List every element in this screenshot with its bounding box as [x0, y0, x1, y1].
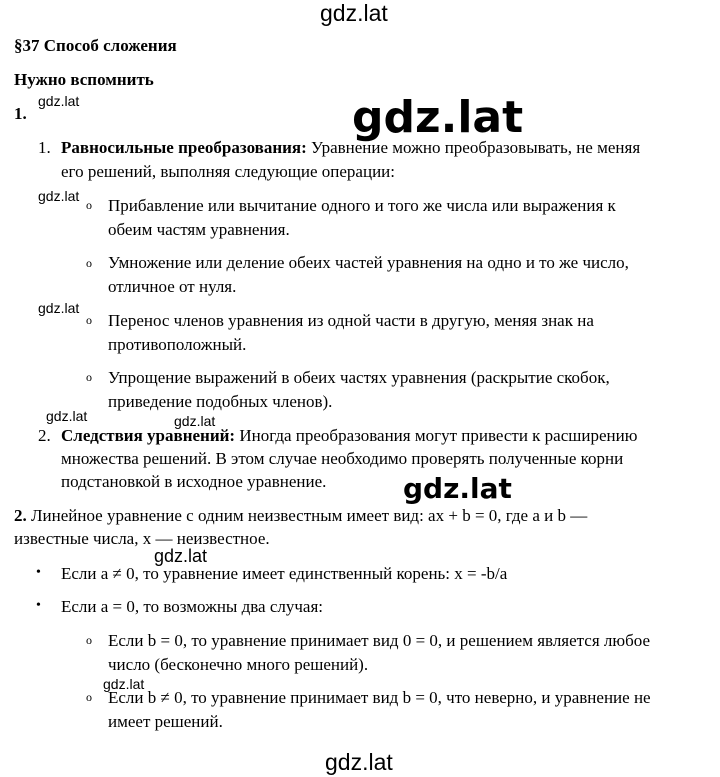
entry-bold-term: Следствия уравнений: — [61, 426, 236, 445]
watermark-small: gdz.lat — [174, 413, 216, 429]
item-line — [14, 504, 587, 528]
list-item: Если b = 0, то уравнение принимает вид 0 = 0, и решением является любое — [108, 631, 651, 650]
watermark-small: gdz.lat — [103, 676, 145, 692]
circle-bullet: o — [86, 256, 92, 270]
list-item: Упрощение выражений в обеих частях уравнения (раскрытие скобок, — [108, 368, 610, 387]
circle-bullet: o — [86, 198, 92, 212]
list-item: число (бесконечно много решений). — [108, 655, 369, 674]
watermark-medium: gdz.lat — [403, 472, 512, 505]
list-item: отличное от нуля. — [108, 277, 237, 296]
watermark-large: gdz.lat — [352, 92, 524, 143]
item-number: 1. — [14, 104, 27, 123]
circle-bullet: o — [86, 313, 92, 327]
list-item: противоположный. — [108, 335, 247, 354]
list-item: Если a = 0, то возможны два случая: — [61, 597, 323, 616]
disc-bullet: • — [36, 565, 41, 580]
entry-text: Уравнение можно преобразовывать, не меняя — [306, 138, 641, 157]
list-item: обеим частям уравнения. — [108, 220, 290, 239]
subheading: Нужно вспомнить — [14, 70, 154, 89]
section-heading: §37 Способ сложения — [14, 36, 177, 55]
entry-bold-term: Равносильные преобразования: — [61, 138, 307, 157]
watermark-small: gdz.lat — [38, 300, 80, 316]
watermark-bottom: gdz.lat — [325, 749, 393, 775]
circle-bullet: o — [86, 370, 92, 384]
entry-text: Иногда преобразования могут привести к расширению — [235, 426, 638, 445]
list-item: приведение подобных членов). — [108, 392, 333, 411]
circle-bullet: o — [86, 633, 92, 647]
watermark-small: gdz.lat — [38, 188, 80, 204]
circle-bullet: o — [86, 690, 92, 704]
item-line: известные числа, x — неизвестное. — [14, 529, 270, 548]
entry-line: множества решений. В этом случае необходимо проверять полученные корни — [61, 449, 624, 468]
watermark-small: gdz.lat — [154, 546, 208, 566]
list-item: Умножение или деление обеих частей уравнения на одно и то же число, — [108, 253, 629, 272]
list-item: Если a ≠ 0, то уравнение имеет единственный корень: x = -b/a — [61, 564, 508, 583]
item-number: 2. — [14, 506, 27, 525]
entry-marker: 2. — [38, 426, 51, 445]
list-item: Перенос членов уравнения из одной части в другую, меняя знак на — [108, 311, 594, 330]
watermark-top: gdz.lat — [320, 0, 388, 26]
entry-line — [61, 136, 640, 160]
list-item: Если b ≠ 0, то уравнение принимает вид b = 0, что неверно, и уравнение не — [108, 688, 651, 707]
list-item: Прибавление или вычитание одного и того же числа или выражения к — [108, 196, 616, 215]
entry-line: его решений, выполняя следующие операции: — [61, 162, 395, 181]
list-item: имеет решений. — [108, 712, 223, 731]
entry-line — [61, 424, 637, 448]
entry-marker: 1. — [38, 138, 51, 157]
disc-bullet: • — [36, 598, 41, 613]
watermark-small: gdz.lat — [46, 408, 88, 424]
entry-line: подстановкой в исходное уравнение. — [61, 472, 327, 491]
watermark-small: gdz.lat — [38, 93, 80, 109]
item-text: Линейное уравнение с одним неизвестным имеет вид: ax + b = 0, где a и b — — [26, 506, 588, 525]
